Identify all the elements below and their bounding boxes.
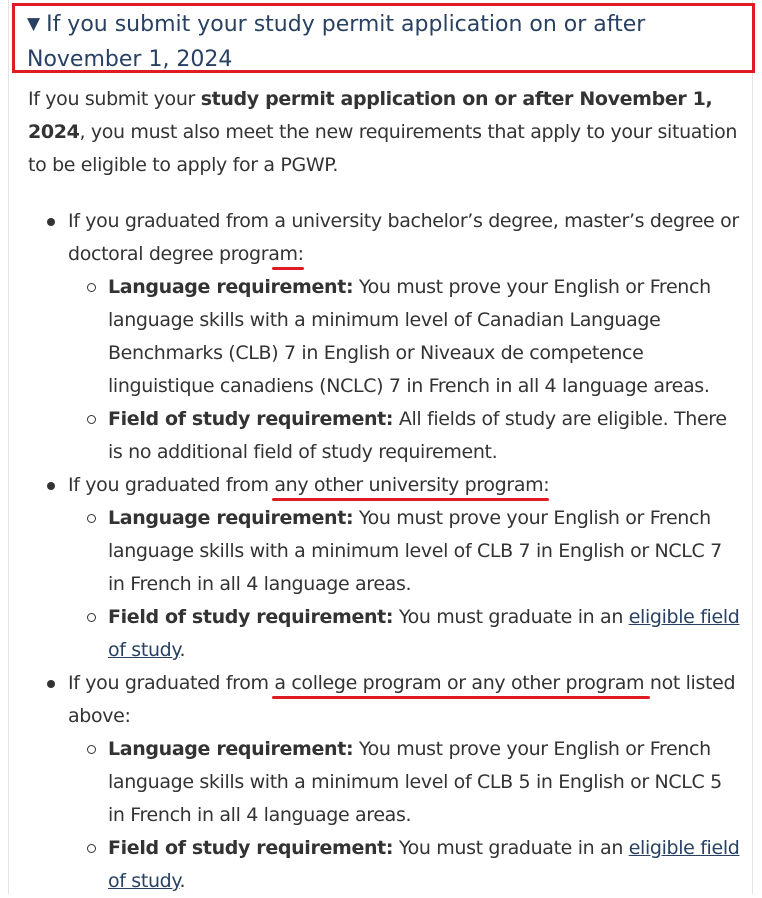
highlighted-program-type: a college program or any other program: [274, 672, 645, 694]
highlighted-program-type: any other university program: [274, 474, 544, 496]
details-summary-toggle[interactable]: [12, 3, 755, 73]
requirements-list: [68, 733, 740, 898]
requirement-label: Field of study requirement:: [108, 408, 394, 430]
list-item-college-program: [28, 667, 740, 898]
intro-suffix: , you must also meet the new requirements that apply to your situation to be eligible to apply for a PGWP.: [28, 121, 738, 176]
list-item-other-university: [28, 469, 740, 667]
field-of-study-requirement: [68, 832, 740, 898]
eligible-field-of-study-link[interactable]: eligible field of study: [108, 837, 740, 892]
requirement-text-end: .: [179, 639, 186, 661]
requirement-label: Field of study requirement:: [108, 606, 394, 628]
requirement-text: You must prove your English or French language skills with a minimum level of CLB 7 in English or NCLC 7 in French in all 4 language areas.: [108, 507, 722, 595]
field-of-study-requirement: [68, 601, 740, 667]
language-requirement: [68, 733, 740, 832]
item-lead: If you graduated from: [68, 474, 275, 496]
requirement-text: You must graduate in an: [393, 837, 629, 859]
requirement-label: Language requirement:: [108, 276, 354, 298]
requirement-label: Language requirement:: [108, 507, 354, 529]
requirement-text-end: .: [179, 870, 186, 892]
summary-title: If you submit your study permit application on or after November 1, 2024: [27, 12, 646, 72]
requirement-label: Field of study requirement:: [108, 837, 394, 859]
field-of-study-requirement: [68, 403, 740, 469]
eligible-field-of-study-link[interactable]: eligible field of study: [108, 606, 740, 661]
item-lead: If you graduated from: [68, 210, 275, 232]
requirement-text: You must prove your English or French language skills with a minimum level of Canadian Language Benchmarks (CLB) 7 in English or Niveaux de competence linguistique canadiens (NCLC) 7 in French in all 4 language areas.: [108, 276, 711, 397]
item-lead: If you graduated from: [68, 672, 275, 694]
graduation-list: [28, 205, 740, 898]
requirement-text: You must graduate in an: [393, 606, 629, 628]
requirement-text: All fields of study are eligible. There is no additional field of study requirement.: [108, 408, 727, 463]
highlighted-program-type: a university bachelor’s degree, master’s degree or doctoral degree program: [68, 210, 739, 265]
language-requirement: [68, 271, 740, 403]
list-item-university-degree: [28, 205, 740, 469]
requirements-list: [68, 271, 740, 469]
requirement-label: Language requirement:: [108, 738, 354, 760]
language-requirement: [68, 502, 740, 601]
requirements-list: [68, 502, 740, 667]
requirement-text: You must prove your English or French language skills with a minimum level of CLB 5 in English or NCLC 5 in French in all 4 language areas.: [108, 738, 722, 826]
details-content: [28, 83, 740, 898]
intro-bold: study permit application on or after November 1, 2024: [28, 88, 713, 143]
intro-paragraph: [28, 83, 740, 182]
item-tail: :: [297, 243, 304, 265]
triangle-down-icon: ▼: [27, 14, 41, 34]
item-tail: :: [543, 474, 550, 496]
item-tail: not listed above:: [68, 672, 736, 727]
intro-prefix: If you submit your: [28, 88, 201, 110]
